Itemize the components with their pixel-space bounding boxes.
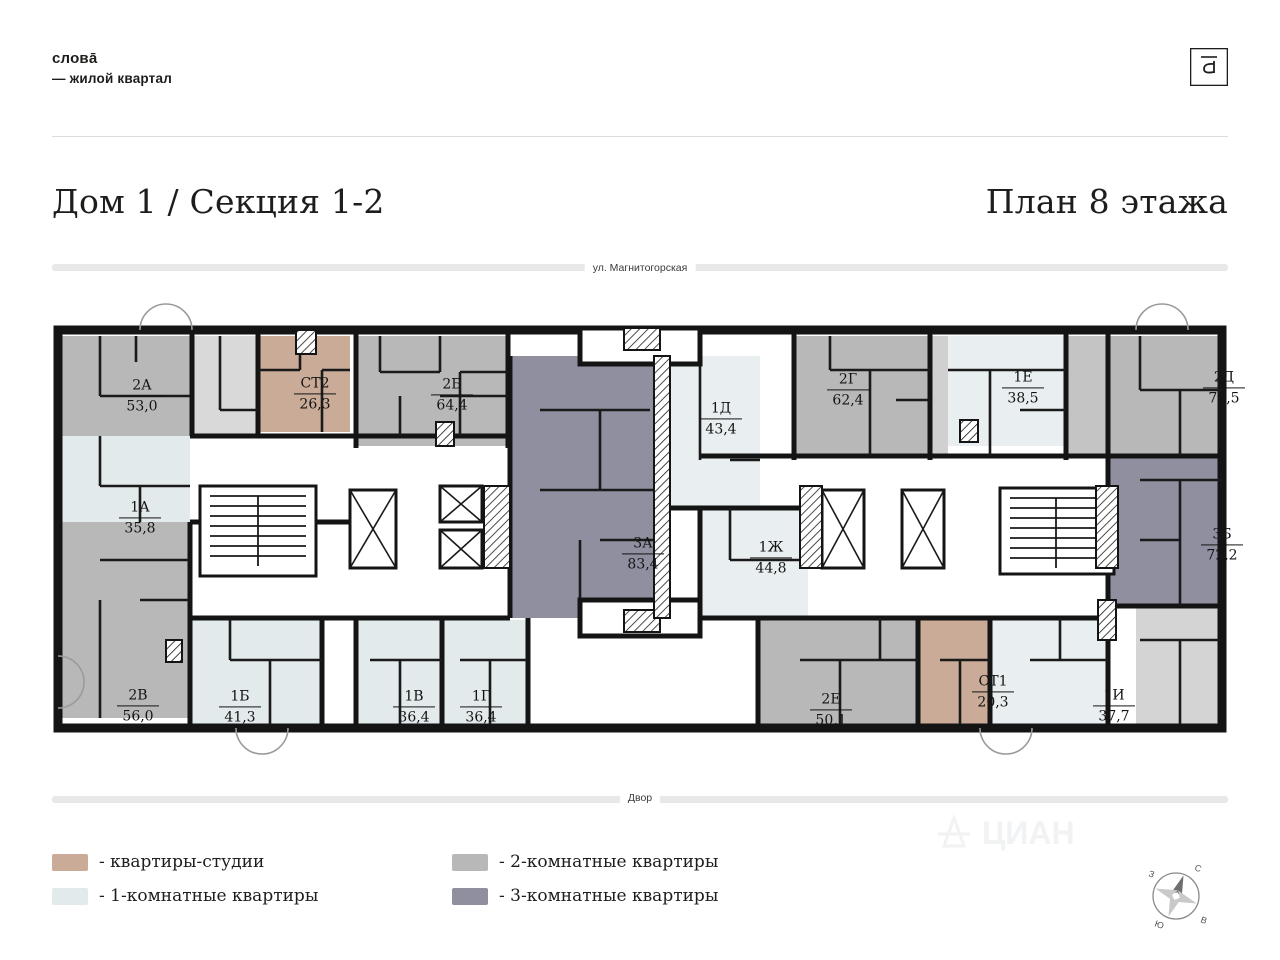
header-divider — [52, 136, 1228, 137]
unit-area: 36,4 — [398, 709, 430, 726]
unit-code: 2Б — [442, 376, 462, 393]
legend-label-two-room: - 2-комнатные квартиры — [499, 852, 719, 872]
legend-label-three-room: - 3-комнатные квартиры — [499, 886, 719, 906]
compass-east-label: В — [1199, 914, 1209, 926]
street-label-bottom: Двор — [620, 792, 660, 804]
unit-code: 1Г — [471, 688, 491, 705]
unit-area: 70,5 — [1208, 390, 1240, 407]
legend — [52, 852, 852, 920]
watermark-text: ЦИАН — [982, 815, 1075, 851]
unit-code: 2Е — [821, 691, 841, 708]
compass-west-label: З — [1147, 868, 1156, 880]
brand-tagline: — жилой квартал — [52, 70, 172, 86]
unit-code: 3Б — [1212, 526, 1232, 543]
unit-code: 1Ж — [758, 539, 784, 556]
legend-swatch-two-room — [452, 854, 488, 871]
unit-code: 2Г — [838, 371, 858, 388]
unit-area: 83,4 — [627, 556, 659, 573]
unit-code: 1А — [130, 499, 150, 516]
unit-area: 26,3 — [299, 396, 331, 413]
unit-area: 43,4 — [705, 421, 737, 438]
unit-area: 37,7 — [1098, 708, 1130, 725]
unit-area: 35,8 — [124, 520, 156, 537]
unit-area: 44,8 — [755, 560, 787, 577]
letter-a-logo-icon — [1190, 48, 1228, 86]
unit-area: 38,5 — [1007, 390, 1039, 407]
floor-plan-drawing — [40, 300, 1240, 770]
unit-area: 62,4 — [832, 392, 864, 409]
legend-swatch-one-room — [52, 888, 88, 905]
street-label-top: ул. Магнитогорская — [585, 262, 696, 274]
unit-area: 20,3 — [977, 694, 1009, 711]
legend-label-one-room: - 1-комнатные квартиры — [99, 886, 319, 906]
unit-code: 1Е — [1013, 369, 1033, 386]
compass-rose-icon — [1128, 848, 1224, 944]
unit-code: 1Б — [230, 688, 250, 705]
unit-area: 36,4 — [465, 709, 497, 726]
floor-plan — [40, 300, 1240, 770]
unit-area: 41,3 — [224, 709, 256, 726]
unit-area: 64,4 — [436, 397, 468, 414]
unit-code: 2В — [128, 687, 148, 704]
page-subtitle: План 8 этажа — [985, 182, 1228, 221]
unit-code: 2Д — [1213, 369, 1235, 386]
legend-swatch-three-room — [452, 888, 488, 905]
unit-code: 1Д — [710, 400, 732, 417]
legend-item-studio — [52, 852, 452, 872]
compass-south-label: Ю — [1153, 918, 1166, 931]
brand-name: словā — [52, 50, 98, 67]
page-title: Дом 1 / Секция 1-2 — [52, 182, 385, 221]
legend-label-studio: - квартиры-студии — [99, 852, 265, 872]
unit-code: 2А — [132, 377, 152, 394]
unit-area: 56,0 — [122, 708, 154, 725]
legend-item-one-room — [52, 886, 452, 906]
brand-logo — [52, 50, 172, 88]
unit-code: 3А — [633, 535, 653, 552]
unit-area: 50,1 — [815, 712, 847, 729]
unit-area: 72,2 — [1206, 547, 1238, 564]
unit-code: 1И — [1103, 687, 1125, 704]
unit-code: СТ1 — [978, 673, 1008, 690]
unit-area: 53,0 — [126, 398, 158, 415]
legend-swatch-studio — [52, 854, 88, 871]
unit-code: СТ2 — [300, 375, 330, 392]
unit-code: 1В — [404, 688, 424, 705]
legend-item-two-room — [452, 852, 852, 872]
compass-north-label: С — [1193, 862, 1203, 875]
watermark — [930, 808, 1150, 854]
legend-item-three-room — [452, 886, 852, 906]
